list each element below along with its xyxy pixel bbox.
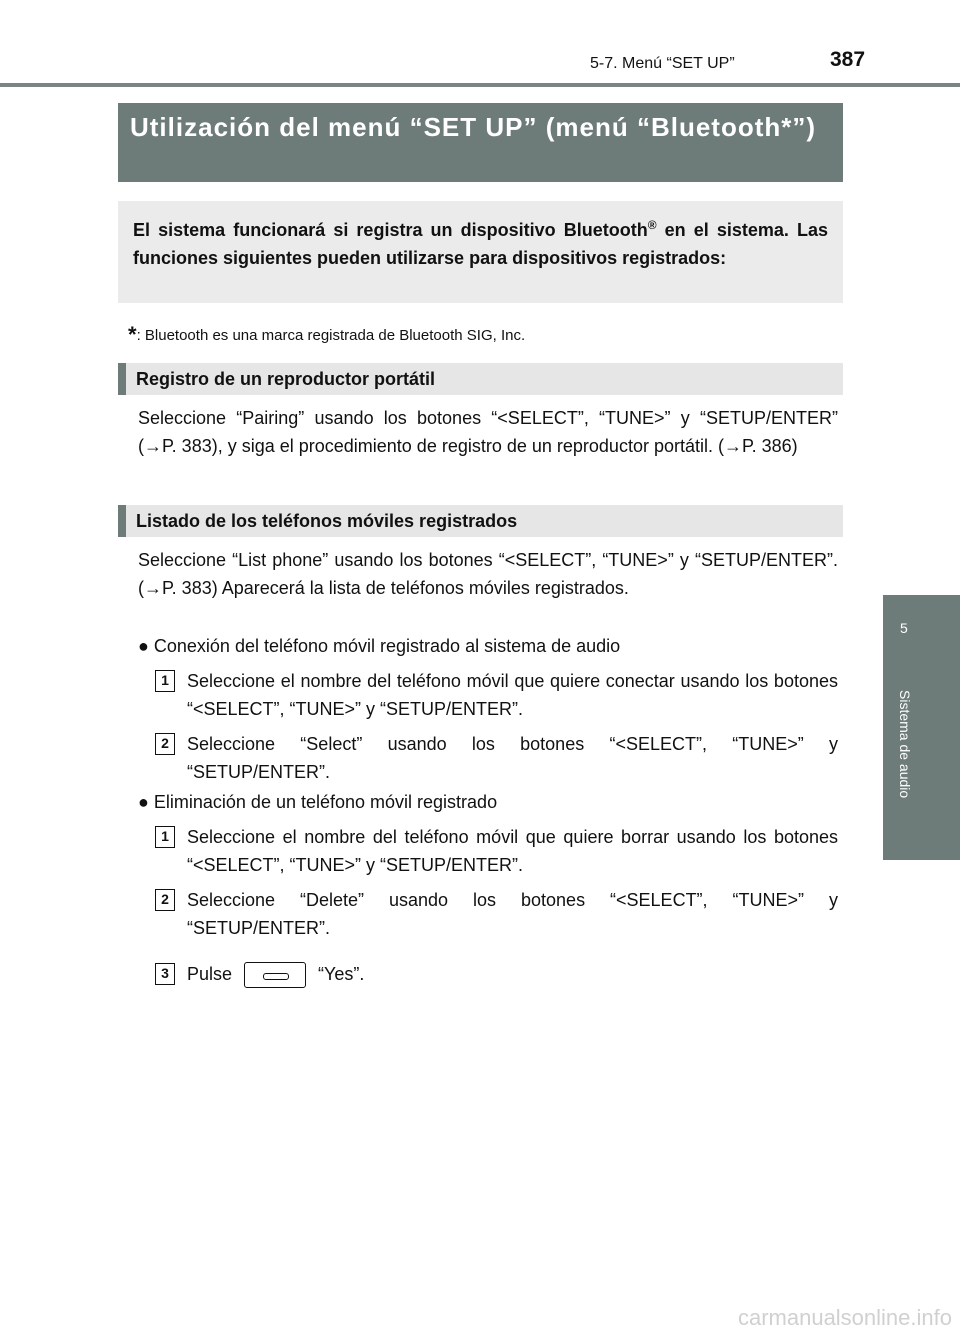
phone-button-icon xyxy=(244,962,306,988)
step-number: 2 xyxy=(155,889,175,911)
intro-box xyxy=(118,201,843,303)
step-text: Seleccione el nombre del teléfono móvil que quiere borrar usando los botones “<SELECT”, “TUNE>” y “SETUP/ENTER”. xyxy=(187,827,838,875)
step-number: 2 xyxy=(155,733,175,755)
step-text: Seleccione “Select” usando los botones “<SELECT”, “TUNE>” y “SETUP/ENTER”. xyxy=(187,734,838,782)
step-text: Pulse xyxy=(187,964,233,984)
side-tab-label: Sistema de audio xyxy=(897,690,913,799)
footnote-mark: * xyxy=(128,322,137,347)
header-divider xyxy=(0,83,960,87)
step-text: “Yes”. xyxy=(318,964,365,984)
registered-mark: ® xyxy=(647,218,657,232)
section-heading-list: Listado de los teléfonos móviles registrados xyxy=(118,505,843,537)
pairing-text: Seleccione “Pairing” usando los botones “<SELECT”, “TUNE>” y “SETUP/ENTER” (→P. 383), y siga el procedimiento de registro de un reproductor portátil. (→P. 386) xyxy=(138,408,838,456)
step xyxy=(155,960,838,988)
bullet-label: Eliminación de un teléfono móvil registrado xyxy=(153,792,498,812)
step xyxy=(155,667,838,723)
bullet-label: Conexión del teléfono móvil registrado al sistema de audio xyxy=(153,636,621,656)
step xyxy=(155,823,838,879)
step-text: Seleccione el nombre del teléfono móvil que quiere conectar usando los botones “<SELECT”, “TUNE>” y “SETUP/ENTER”. xyxy=(187,671,838,719)
bullet-connect xyxy=(138,632,620,660)
bullet-icon: ● xyxy=(138,636,149,656)
footnote xyxy=(128,322,525,348)
section-header: 5-7. Menú “SET UP” xyxy=(590,55,735,72)
step-text: Seleccione “Delete” usando los botones “<SELECT”, “TUNE>” y “SETUP/ENTER”. xyxy=(187,890,838,938)
watermark: carmanualsonline.info xyxy=(737,1305,952,1330)
intro-text-cont: en el sistema. Las funciones siguientes pueden utilizarse para dispositivos registrados: xyxy=(133,220,828,268)
step-number: 1 xyxy=(155,826,175,848)
page-title: Utilización del menú “SET UP” (menú “Bluetooth*”) xyxy=(118,103,843,182)
step xyxy=(155,886,838,942)
bullet-icon: ● xyxy=(138,792,149,812)
step-number: 1 xyxy=(155,670,175,692)
side-tab-number: 5 xyxy=(900,620,908,636)
footnote-text: : Bluetooth es una marca registrada de Bluetooth SIG, Inc. xyxy=(136,327,526,344)
bullet-delete xyxy=(138,788,497,816)
list-text: Seleccione “List phone” usando los botones “<SELECT”, “TUNE>” y “SETUP/ENTER”. (→P. 383) Aparecerá la lista de teléfonos móviles registrados. xyxy=(138,550,838,598)
page-number: 387 xyxy=(830,48,866,71)
step-number: 3 xyxy=(155,963,175,985)
intro-text: El sistema funcionará si registra un dispositivo Bluetooth xyxy=(133,220,648,240)
section-heading-pairing: Registro de un reproductor portátil xyxy=(118,363,843,395)
step xyxy=(155,730,838,786)
side-tab xyxy=(883,595,960,860)
